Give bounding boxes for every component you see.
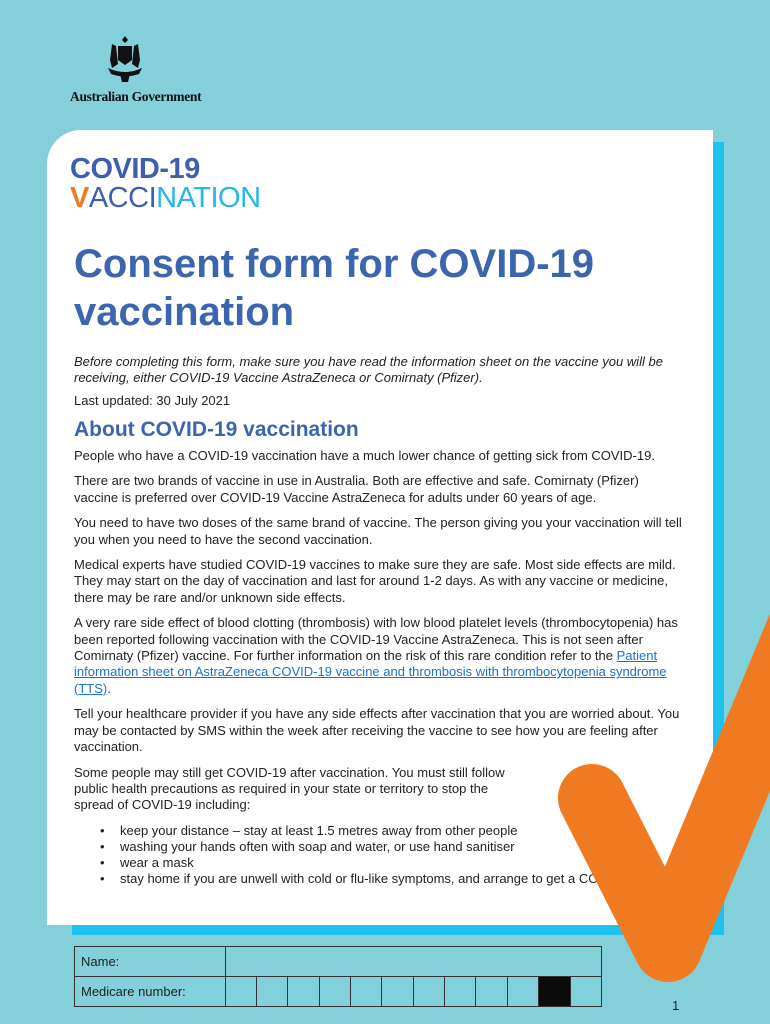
- tts-text: A very rare side effect of blood clotting (thrombosis) with low blood platelet levels (thrombocytopenia) has been reported following vaccination with the COVID-19 Vaccine AstraZeneca. This is not seen after Comirnaty (Pfizer) vaccine. For further information on the risk of this rare condition refer to the: [74, 615, 678, 664]
- tts-info-link[interactable]: Patient information sheet on AstraZeneca COVID-19 vaccine and thrombosis with thrombocytopenia syndrome (TTS): [74, 648, 667, 696]
- page-title: Consent form for COVID-19 vaccination: [74, 242, 595, 334]
- medicare-digit-box[interactable]: [225, 977, 256, 1007]
- logo-check: V: [70, 182, 89, 214]
- paragraph: Tell your healthcare provider if you have any side effects after vaccination that you are worried about. You may be contacted by SMS within the week after receiving the vaccine to see how you are feeling after vaccination.: [74, 706, 680, 755]
- logo-text-b: NATION: [156, 182, 261, 214]
- section-heading: About COVID-19 vaccination: [74, 418, 359, 441]
- list-item: • wear a mask: [100, 855, 684, 871]
- medicare-separator-box: [539, 977, 570, 1007]
- tts-paragraph: [74, 615, 684, 697]
- precautions-list: [100, 823, 684, 887]
- medicare-digit-box[interactable]: [319, 977, 350, 1007]
- logo-line1: COVID-19: [70, 153, 200, 185]
- paragraph: Medical experts have studied COVID-19 vaccines to make sure they are safe. Most side effects are mild. They may start on the day of vaccination and last for around 1-2 days. As with any vaccine or medicine, there may be rare and/or unknown side effects.: [74, 557, 676, 605]
- medicare-label: Medicare number:: [75, 977, 226, 1007]
- list-item: • keep your distance – stay at least 1.5 metres away from other people: [100, 823, 684, 839]
- medicare-digit-box[interactable]: [507, 977, 538, 1007]
- paragraph: You need to have two doses of the same brand of vaccine. The person giving you your vaccination will tell you when you need to have the second vaccination.: [74, 515, 682, 547]
- page-number: 1: [672, 998, 680, 1013]
- medicare-digit-box[interactable]: [351, 977, 382, 1007]
- list-item: • stay home if you are unwell with cold or flu-like symptoms, and arrange to get a COVID-19 test.: [100, 871, 684, 887]
- name-label: Name:: [75, 947, 226, 977]
- document-body: [74, 240, 684, 887]
- intro-text: Before completing this form, make sure you have read the information sheet on the vaccine you will be receiving, either COVID-19 Vaccine AstraZeneca or Comirnaty (Pfizer).: [74, 354, 663, 385]
- medicare-digit-box[interactable]: [476, 977, 507, 1007]
- covid-vaccination-logo: [70, 155, 261, 213]
- coat-of-arms-icon: [100, 34, 150, 84]
- medicare-digit-box[interactable]: [382, 977, 413, 1007]
- medicare-digit-box[interactable]: [288, 977, 319, 1007]
- accent-stripe-right: [712, 142, 724, 935]
- tts-end: .: [107, 680, 111, 696]
- paragraph: There are two brands of vaccine in use in Australia. Both are effective and safe. Comirnaty (Pfizer) vaccine is preferred over COVID-19 Vaccine AstraZeneca for adults under 60 years of age.: [74, 473, 639, 505]
- medicare-digit-box[interactable]: [413, 977, 444, 1007]
- medicare-digit-box[interactable]: [256, 977, 287, 1007]
- government-name: Australian Government: [70, 89, 202, 104]
- patient-form: [74, 946, 602, 1007]
- list-item: • washing your hands often with soap and water, or use hand sanitiser: [100, 839, 684, 855]
- medicare-digit-box[interactable]: [445, 977, 476, 1007]
- name-field[interactable]: [225, 947, 601, 977]
- last-updated: Last updated: 30 July 2021: [74, 393, 231, 408]
- medicare-irn-box[interactable]: [570, 977, 601, 1007]
- paragraph: Some people may still get COVID-19 after vaccination. You must still follow public health precautions as required in your state or territory to stop the spread of COVID-19 including:: [74, 764, 505, 813]
- logo-text-a: ACCI: [88, 182, 157, 214]
- paragraph: People who have a COVID-19 vaccination have a much lower chance of getting sick from COVID-19.: [74, 448, 655, 463]
